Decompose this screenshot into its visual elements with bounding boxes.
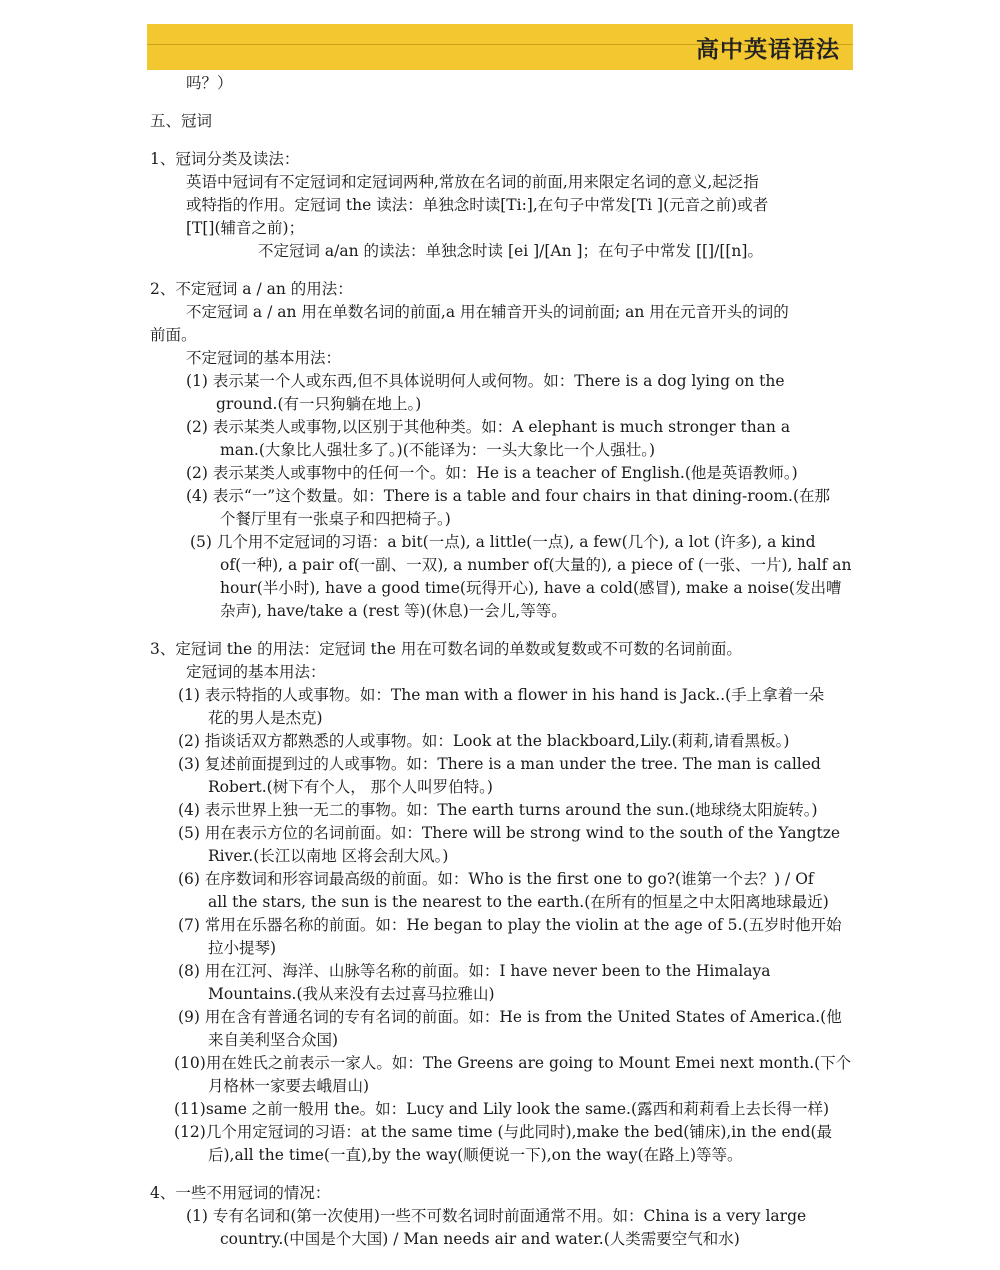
list-item: (3) 复述前面提到过的人或事物。如：There is a man under the tree. The man is called [178, 755, 821, 773]
list-item-cont: Mountains.(我从来没有去过喜马拉雅山) [208, 985, 495, 1003]
text-line: 定冠词的基本用法： [186, 663, 326, 681]
text-line: 不定冠词的基本用法： [186, 349, 342, 367]
list-item-cont: country.(中国是个大国) / Man needs air and water.(人类需要空气和水) [220, 1230, 740, 1248]
list-item-cont: all the stars, the sun is the nearest to the earth.(在所有的恒星之中太阳离地球最近) [208, 893, 829, 911]
subheading-3: 3、定冠词 the 的用法：定冠词 the 用在可数名词的单数或复数或不可数的名词前面。 [150, 640, 742, 658]
list-item-cont: hour(半小时), have a good time(玩得开心), have a cold(感冒), make a noise(发出嘈 [220, 579, 842, 597]
list-item: (4) 表示世界上独一无二的事物。如：The earth turns around the sun.(地球绕太阳旋转。) [178, 801, 818, 819]
text-line: 或特指的作用。定冠词 the 读法：单独念时读[Ti:],在句子中常发[Ti ](元音之前)或者 [186, 196, 769, 214]
list-item: (7) 常用在乐器名称的前面。如：He began to play the violin at the age of 5.(五岁时他开始 [178, 916, 842, 934]
list-item-cont: 后),all the time(一直),by the way(顺便说一下),on the way(在路上)等等。 [208, 1146, 743, 1164]
list-item: (2) 表示某类人或事物,以区别于其他种类。如：A elephant is much stronger than a [186, 418, 791, 436]
list-item: (2) 指谈话双方都熟悉的人或事物。如：Look at the blackboard,Lily.(莉莉,请看黑板。) [178, 732, 790, 750]
list-item: (5) 用在表示方位的名词前面。如：There will be strong wind to the south of the Yangtze [178, 824, 841, 842]
text-line: 英语中冠词有不定冠词和定冠词两种,常放在名词的前面,用来限定名词的意义,起泛指 [186, 173, 759, 191]
list-item-cont: man.(大象比人强壮多了。)(不能译为：一头大象比一个人强壮。) [220, 441, 656, 459]
list-item: (9) 用在含有普通名词的专有名词的前面。如：He is from the United States of America.(他 [178, 1008, 842, 1026]
list-item: (4) 表示“一”这个数量。如：There is a table and four chairs in that dining-room.(在那 [186, 487, 830, 505]
list-item: (8) 用在江河、海洋、山脉等名称的前面。如：I have never been to the Himalaya [178, 962, 771, 980]
text-line: 吗？） [186, 74, 233, 92]
text-line: 不定冠词 a / an 用在单数名词的前面,a 用在辅音开头的词前面; an 用在元音开头的词的 [186, 303, 789, 321]
subheading-2: 2、不定冠词 a / an 的用法： [150, 280, 353, 298]
section-heading-articles: 五、冠词 [150, 112, 213, 130]
list-item: (5) 几个用不定冠词的习语：a bit(一点), a little(一点), a few(几个), a lot (许多), a kind [190, 533, 816, 551]
list-item-cont: 月格林一家要去峨眉山) [208, 1077, 370, 1095]
list-item-cont: River.(长江以南地 区将会刮大风。) [208, 847, 449, 865]
list-item-cont: 拉小提琴) [208, 939, 277, 957]
list-item: (6) 在序数词和形容词最高级的前面。如：Who is the first one to go?(谁第一个去？) / Of [178, 870, 814, 888]
list-item-cont: 个餐厅里有一张桌子和四把椅子。) [220, 510, 451, 528]
list-item: (10)用在姓氏之前表示一家人。如：The Greens are going to Mount Emei next month.(下个 [174, 1054, 852, 1072]
list-item-cont: ground.(有一只狗躺在地上。) [216, 395, 422, 413]
header-title: 高中英语语法 [696, 37, 840, 63]
subheading-1: 1、冠词分类及读法： [150, 150, 300, 168]
text-line: 前面。 [150, 326, 197, 344]
list-item: (1) 专有名词和(第一次使用)一些不可数名词时前面通常不用。如：China is a very large [186, 1207, 807, 1225]
list-item: (12)几个用定冠词的习语：at the same time (与此同时),make the bed(铺床),in the end(最 [174, 1123, 833, 1141]
text-line: [T[](辅音之前)； [186, 219, 305, 237]
list-item: (11)same 之前一般用 the。如：Lucy and Lily look the same.(露西和莉莉看上去长得一样) [174, 1100, 830, 1118]
list-item-cont: 杂声), have/take a (rest 等)(休息)一会儿,等等。 [220, 602, 567, 620]
list-item: (1) 表示特指的人或事物。如：The man with a flower in his hand is Jack..(手上拿着一朵 [178, 686, 825, 704]
list-item-cont: of(一种), a pair of(一副、一双), a number of(大量的), a piece of (一张、一片), half an [220, 556, 852, 574]
text-line: 不定冠词 a/an 的读法：单独念时读 [ei ]/[An ]；在句子中常发 [[]/[[n]。 [258, 242, 763, 260]
list-item: (1) 表示某一个人或东西,但不具体说明何人或何物。如：There is a dog lying on the [186, 372, 785, 390]
list-item-cont: Robert.(树下有个人， 那个人叫罗伯特。) [208, 778, 493, 796]
subheading-4: 4、一些不用冠词的情况： [150, 1184, 331, 1202]
document-body [150, 72, 852, 1251]
list-item-cont: 花的男人是杰克) [208, 709, 323, 727]
list-item: (2) 表示某类人或事物中的任何一个。如：He is a teacher of English.(他是英语教师。) [186, 464, 798, 482]
list-item-cont: 来自美利坚合众国) [208, 1031, 339, 1049]
